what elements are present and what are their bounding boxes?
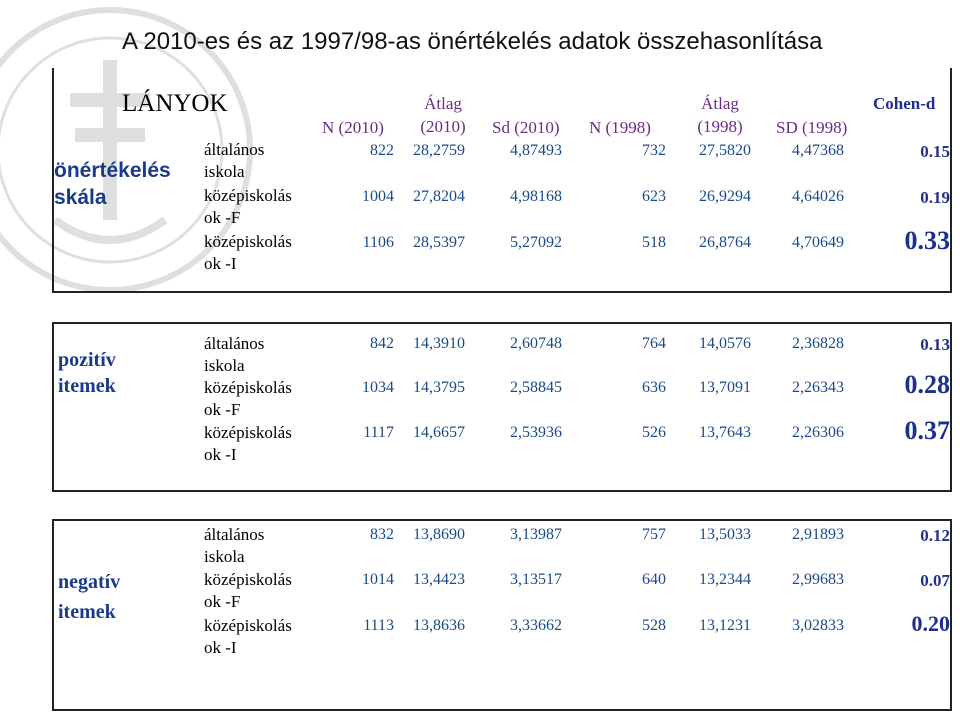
row-type xyxy=(204,524,314,568)
cell-sd2010: 3,13517 xyxy=(510,571,562,588)
row-type-line1: általános xyxy=(204,334,265,353)
cell-sd1998: 4,47368 xyxy=(792,142,844,159)
header-atlag2010 xyxy=(413,95,473,135)
row-type-line2: iskola xyxy=(204,162,245,181)
header-sd2010: Sd (2010) xyxy=(492,118,560,137)
row-type xyxy=(204,569,314,613)
row-type-line1: középiskolás xyxy=(204,232,292,251)
row-type-line1: középiskolás xyxy=(204,186,292,205)
cell-atlag1998: 26,8764 xyxy=(699,234,751,251)
row-type xyxy=(204,377,314,421)
cell-n2010: 832 xyxy=(370,526,394,543)
cell-sd2010: 3,33662 xyxy=(510,617,562,634)
section-label-onertekeles: önértékelés skála xyxy=(54,159,171,209)
cell-n2010: 1034 xyxy=(362,379,394,396)
cell-atlag1998: 14,0576 xyxy=(699,335,751,352)
section-label-pozitiv: pozitív itemek xyxy=(58,349,116,397)
row-type-line2: ok -F xyxy=(204,400,241,419)
cell-n1998: 518 xyxy=(642,234,666,251)
cell-cohen-d: 0.19 xyxy=(920,188,950,207)
row-type xyxy=(204,139,314,183)
cell-n2010: 1014 xyxy=(362,571,394,588)
cell-n2010: 1106 xyxy=(362,234,394,251)
cell-n1998: 764 xyxy=(642,335,666,352)
cell-n2010: 1117 xyxy=(363,424,394,441)
header-atlag1998 xyxy=(690,95,750,135)
cell-n2010: 822 xyxy=(370,142,394,159)
page-title: A 2010-es és az 1997/98-as önértékelés adatok összehasonlítása xyxy=(122,28,823,55)
cell-n1998: 526 xyxy=(642,424,666,441)
header-cohen-d: Cohen-d xyxy=(873,94,936,113)
row-type-line2: ok -I xyxy=(204,445,237,464)
cell-cohen-d: 0.37 xyxy=(904,416,950,445)
cell-atlag2010: 27,8204 xyxy=(413,188,465,205)
cell-sd1998: 2,36828 xyxy=(792,335,844,352)
row-type-line1: középiskolás xyxy=(204,423,292,442)
row-type xyxy=(204,615,314,659)
cell-sd2010: 4,87493 xyxy=(510,142,562,159)
cell-sd1998: 2,26343 xyxy=(792,379,844,396)
cell-sd2010: 2,60748 xyxy=(510,335,562,352)
row-type xyxy=(204,422,314,466)
cell-sd1998: 4,70649 xyxy=(792,234,844,251)
cell-n1998: 757 xyxy=(642,526,666,543)
cell-atlag1998: 27,5820 xyxy=(699,142,751,159)
cell-cohen-d: 0.20 xyxy=(911,611,950,636)
cell-cohen-d: 0.07 xyxy=(920,571,950,590)
row-type-line1: középiskolás xyxy=(204,570,292,589)
cell-sd2010: 3,13987 xyxy=(510,526,562,543)
header-atlag1998-line1: Átlag xyxy=(701,94,739,113)
cell-atlag1998: 13,1231 xyxy=(699,617,751,634)
row-type-line2: iskola xyxy=(204,356,245,375)
cell-sd2010: 2,58845 xyxy=(510,379,562,396)
cell-n1998: 636 xyxy=(642,379,666,396)
cell-atlag2010: 13,4423 xyxy=(413,571,465,588)
row-type-line1: középiskolás xyxy=(204,378,292,397)
cell-sd2010: 2,53936 xyxy=(510,424,562,441)
cell-sd2010: 5,27092 xyxy=(510,234,562,251)
header-atlag2010-line2: (2010) xyxy=(420,117,466,136)
cell-n1998: 732 xyxy=(642,142,666,159)
cell-n2010: 1004 xyxy=(362,188,394,205)
cell-atlag1998: 13,7643 xyxy=(699,424,751,441)
row-type-line2: ok -I xyxy=(204,638,237,657)
header-atlag2010-line1: Átlag xyxy=(424,94,462,113)
cell-cohen-d: 0.33 xyxy=(904,226,950,255)
cell-cohen-d: 0.28 xyxy=(904,370,950,399)
cell-atlag2010: 14,3910 xyxy=(413,335,465,352)
cell-sd1998: 2,91893 xyxy=(792,526,844,543)
cell-n1998: 640 xyxy=(642,571,666,588)
row-type-line2: ok -F xyxy=(204,592,241,611)
cell-sd1998: 2,26306 xyxy=(792,424,844,441)
header-atlag1998-line2: (1998) xyxy=(697,117,743,136)
cell-atlag2010: 13,8636 xyxy=(413,617,465,634)
table-frame-bottom xyxy=(52,519,952,711)
row-type xyxy=(204,333,314,377)
row-type-line2: ok -I xyxy=(204,254,237,273)
header-n1998: N (1998) xyxy=(589,118,651,137)
cell-atlag1998: 26,9294 xyxy=(699,188,751,205)
row-type xyxy=(204,185,314,229)
cell-sd1998: 4,64026 xyxy=(792,188,844,205)
cell-atlag2010: 28,2759 xyxy=(413,142,465,159)
cell-cohen-d: 0.12 xyxy=(920,526,950,545)
cell-atlag1998: 13,5033 xyxy=(699,526,751,543)
header-n2010: N (2010) xyxy=(322,118,384,137)
cell-atlag2010: 14,6657 xyxy=(413,424,465,441)
cell-n2010: 842 xyxy=(370,335,394,352)
section-label-negativ: negatív itemek xyxy=(58,571,121,623)
group-label: LÁNYOK xyxy=(122,90,228,117)
cell-cohen-d: 0.15 xyxy=(920,142,950,161)
cell-atlag2010: 28,5397 xyxy=(413,234,465,251)
cell-atlag1998: 13,7091 xyxy=(699,379,751,396)
cell-atlag2010: 13,8690 xyxy=(413,526,465,543)
row-type-line1: általános xyxy=(204,140,265,159)
cell-sd1998: 3,02833 xyxy=(792,617,844,634)
cell-n1998: 623 xyxy=(642,188,666,205)
row-type-line1: középiskolás xyxy=(204,616,292,635)
cell-n1998: 528 xyxy=(642,617,666,634)
row-type-line2: ok -F xyxy=(204,208,241,227)
row-type-line1: általános xyxy=(204,525,265,544)
cell-sd2010: 4,98168 xyxy=(510,188,562,205)
cell-cohen-d: 0.13 xyxy=(920,335,950,354)
cell-sd1998: 2,99683 xyxy=(792,571,844,588)
cell-atlag1998: 13,2344 xyxy=(699,571,751,588)
row-type xyxy=(204,231,314,275)
header-sd1998: SD (1998) xyxy=(776,118,848,137)
cell-n2010: 1113 xyxy=(363,617,394,634)
row-type-line2: iskola xyxy=(204,547,245,566)
cell-atlag2010: 14,3795 xyxy=(413,379,465,396)
